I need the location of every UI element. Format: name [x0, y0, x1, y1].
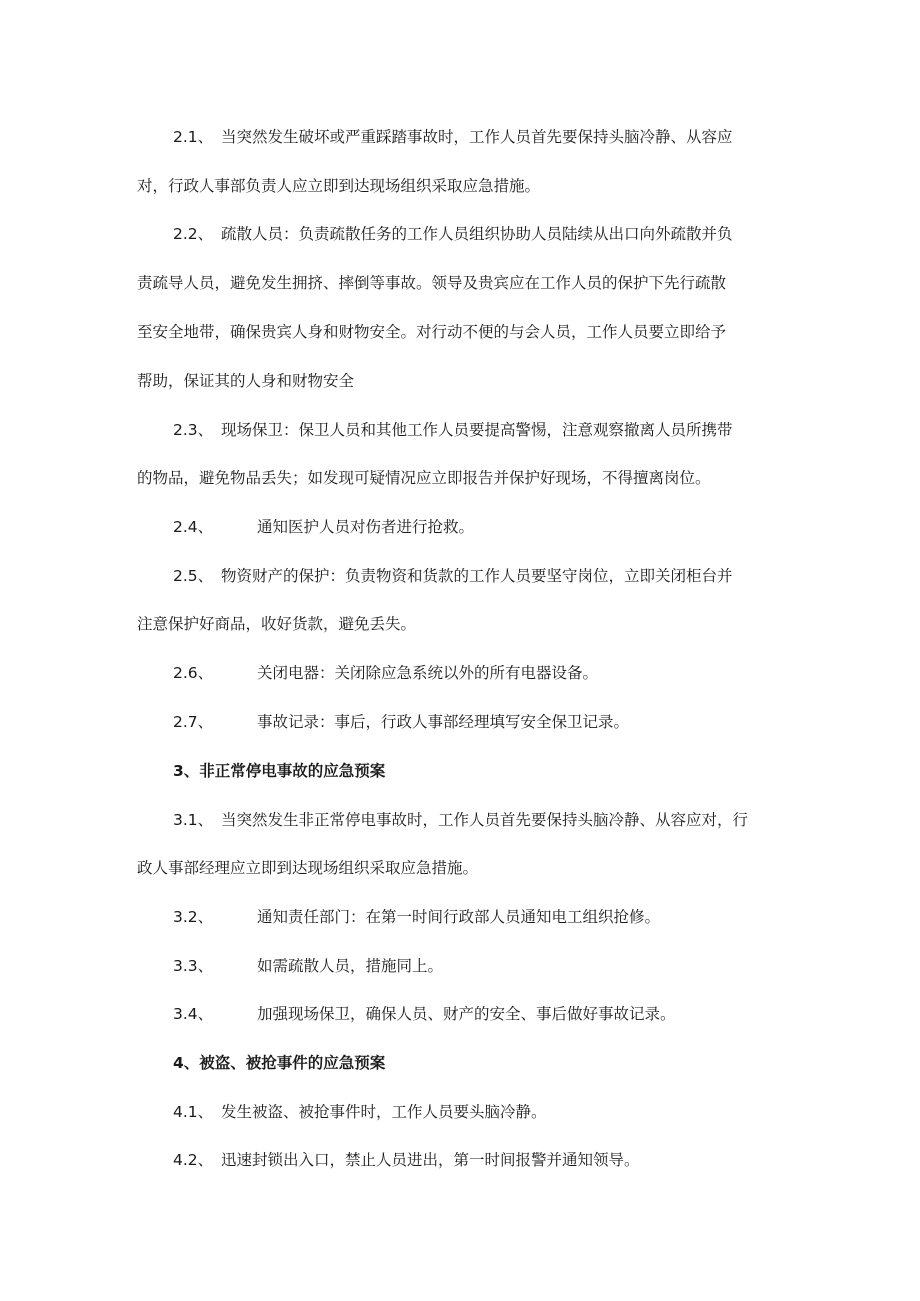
clause-number: 2.1、: [173, 128, 214, 146]
clause-number: 3.3、: [173, 957, 214, 975]
clause-number: 3.4、: [173, 1005, 214, 1023]
paragraph-line: 对，行政人事部负责人应立即到达现场组织采取应急措施。: [137, 177, 541, 195]
paragraph-line: 政人事部经理应立即到达现场组织采取应急措施。: [137, 859, 479, 877]
clause-number: 4.2、: [173, 1151, 214, 1169]
paragraph-line: 注意保护好商品，收好货款，避免丢失。: [137, 615, 417, 633]
paragraph-line: 责疏导人员，避免发生拥挤、摔倒等事故。领导及贵宾应在工作人员的保护下先行疏散: [137, 274, 727, 292]
section-heading-4: 4、被盗、被抢事件的应急预案: [173, 1054, 386, 1072]
clause-number: 2.6、: [173, 664, 214, 682]
clause-3-4: [0, 1004, 920, 1024]
clause-number: 2.3、: [173, 421, 214, 439]
clause-3-2: [0, 907, 920, 927]
clause-number: 2.5、: [173, 567, 214, 585]
clause-text: 通知责任部门：在第一时间行政部人员通知电工组织抢修。: [257, 908, 661, 926]
clause-number: 4.1、: [173, 1103, 214, 1121]
clause-text: 通知医护人员对伤者进行抢救。: [257, 518, 475, 536]
clause-text: 疏散人员：负责疏散任务的工作人员组织协助人员陆续从出口向外疏散并负: [221, 225, 733, 243]
clause-2-4: [0, 517, 920, 537]
clause-number: 3.1、: [173, 811, 214, 829]
clause-text: 发生被盗、被抢事件时，工作人员要头脑冷静。: [221, 1103, 547, 1121]
clause-text: 事故记录：事后，行政人事部经理填写安全保卫记录。: [257, 713, 630, 731]
clause-2-6: [0, 663, 920, 683]
clause-4-1: [0, 1102, 920, 1122]
clause-number: 2.2、: [173, 225, 214, 243]
clause-text: 加强现场保卫，确保人员、财产的安全、事后做好事故记录。: [257, 1005, 676, 1023]
clause-2-1: [0, 127, 920, 147]
paragraph-line: 帮助，保证其的人身和财物安全: [137, 372, 355, 390]
clause-text: 如需疏散人员，措施同上。: [257, 957, 444, 975]
clause-2-7: [0, 712, 920, 732]
clause-3-3: [0, 956, 920, 976]
clause-number: 2.7、: [173, 713, 214, 731]
paragraph-line: 的物品，避免物品丢失；如发现可疑情况应立即报告并保护好现场，不得擅离岗位。: [137, 469, 711, 487]
clause-3-1: [0, 810, 920, 830]
clause-2-5: [0, 566, 920, 586]
clause-text: 现场保卫：保卫人员和其他工作人员要提高警惕，注意观察撤离人员所携带: [221, 421, 733, 439]
clause-text: 当突然发生破坏或严重踩踏事故时，工作人员首先要保持头脑冷静、从容应: [221, 128, 733, 146]
clause-text: 当突然发生非正常停电事故时，工作人员首先要保持头脑冷静、从容应对，行: [221, 811, 749, 829]
section-heading-3: 3、非正常停电事故的应急预案: [173, 762, 386, 780]
clause-text: 关闭电器：关闭除应急系统以外的所有电器设备。: [257, 664, 599, 682]
clause-number: 3.2、: [173, 908, 214, 926]
clause-text: 迅速封锁出入口，禁止人员进出，第一时间报警并通知领导。: [221, 1151, 640, 1169]
clause-4-2: [0, 1150, 920, 1170]
clause-2-3: [0, 420, 920, 440]
clause-number: 2.4、: [173, 518, 214, 536]
clause-2-2: [0, 224, 920, 244]
clause-text: 物资财产的保护：负责物资和货款的工作人员要坚守岗位，立即关闭柜台并: [221, 567, 733, 585]
paragraph-line: 至安全地带，确保贵宾人身和财物安全。对行动不便的与会人员，工作人员要立即给予: [137, 323, 727, 341]
